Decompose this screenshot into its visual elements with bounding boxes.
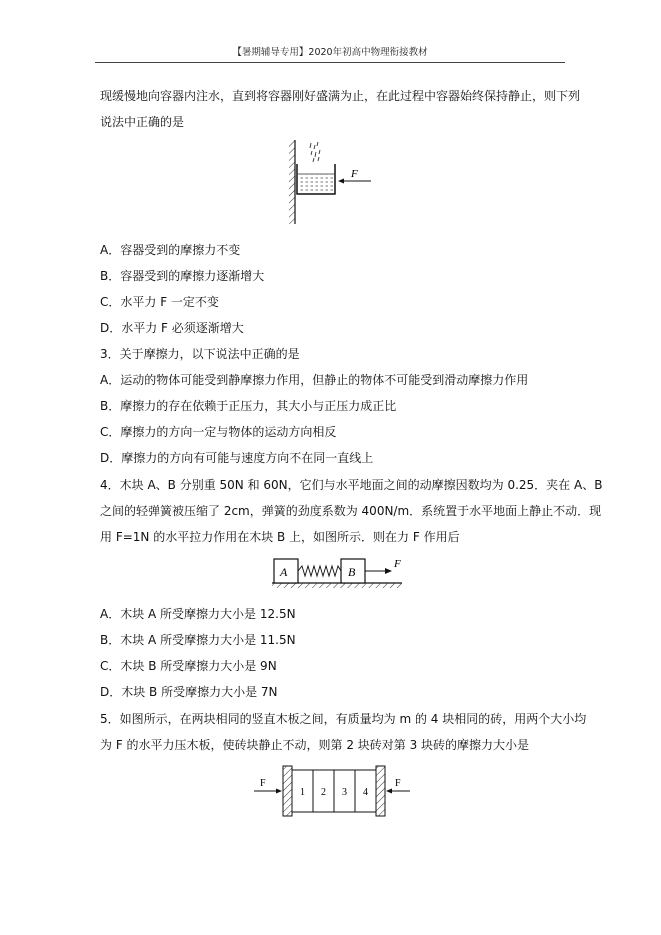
q3-stem: 3．关于摩擦力，以下说法中正确的是 [100, 347, 300, 361]
q5-stem-line-1: 5．如图所示，在两块相同的竖直木板之间，有质量均为 m 的 4 块相同的砖，用两个大小均 [100, 712, 587, 726]
q4-option-d: D．木块 B 所受摩擦力大小是 7N [100, 685, 278, 699]
brick-3-label: 3 [342, 787, 347, 798]
force-label: F [351, 168, 358, 180]
spring-blocks-figure [262, 553, 412, 593]
q2-option-b: B．容器受到的摩擦力逐渐增大 [100, 269, 265, 283]
water [298, 174, 334, 193]
q2-option-c: C．水平力 F 一定不变 [100, 295, 219, 309]
wall [289, 140, 295, 224]
q3-option-a: A．运动的物体可能受到静摩擦力作用，但静止的物体不可能受到滑动摩擦力作用 [100, 373, 529, 387]
brick-2-label: 2 [321, 787, 326, 798]
q4-stem-line-1: 4．木块 A、B 分别重 50N 和 60N，它们与水平地面之间的动摩擦因数均为 0.25．夹在 A、B [100, 478, 603, 492]
intro-line-1: 现缓慢地向容器内注水，直到将容器刚好盛满为止，在此过程中容器始终保持静止，则下列 [100, 89, 581, 103]
q4-stem-line-3: 用 F=1N 的水平拉力作用在木块 B 上，如图所示．则在力 F 作用后 [100, 530, 460, 544]
spring [298, 566, 341, 576]
q2-option-a: A．容器受到的摩擦力不变 [100, 243, 241, 257]
brick-4-label: 4 [363, 787, 368, 798]
block-b-label: B [348, 565, 356, 579]
bricks-boards-figure [250, 760, 410, 830]
q4-option-b: B．木块 A 所受摩擦力大小是 11.5N [100, 633, 296, 647]
water-drops [310, 142, 320, 162]
wall-container-figure [285, 136, 385, 228]
left-force-label: F [260, 778, 266, 789]
q2-option-d: D．水平力 F 必须逐渐增大 [100, 321, 244, 335]
brick-1-label: 1 [300, 787, 305, 798]
block-a-label: A [280, 565, 288, 579]
header-rule [95, 62, 565, 63]
q5-stem-line-2: 为 F 的水平力压木板，使砖块静止不动，则第 2 块砖对第 3 块砖的摩擦力大小是 [100, 738, 530, 752]
right-force-label: F [395, 778, 401, 789]
q4-option-a: A．木块 A 所受摩擦力大小是 12.5N [100, 607, 296, 621]
left-board [283, 766, 292, 816]
page-header: 【暑期辅导专用】2020年初高中物理衔接教材 [232, 47, 428, 58]
q4-stem-line-2: 之间的轻弹簧被压缩了 2cm，弹簧的劲度系数为 400N/m．系统置于水平地面上静止不动．现 [100, 504, 602, 518]
intro-line-2: 说法中正确的是 [100, 115, 185, 129]
ground [272, 583, 402, 588]
q4-option-c: C．木块 B 所受摩擦力大小是 9N [100, 659, 277, 673]
q3-option-d: D．摩擦力的方向有可能与速度方向不在同一直线上 [100, 451, 374, 465]
right-board [376, 766, 385, 816]
q3-option-c: C．摩擦力的方向一定与物体的运动方向相反 [100, 425, 337, 439]
force-label-b: F [394, 558, 401, 570]
q3-option-b: B．摩擦力的存在依赖于正压力，其大小与正压力成正比 [100, 399, 397, 413]
